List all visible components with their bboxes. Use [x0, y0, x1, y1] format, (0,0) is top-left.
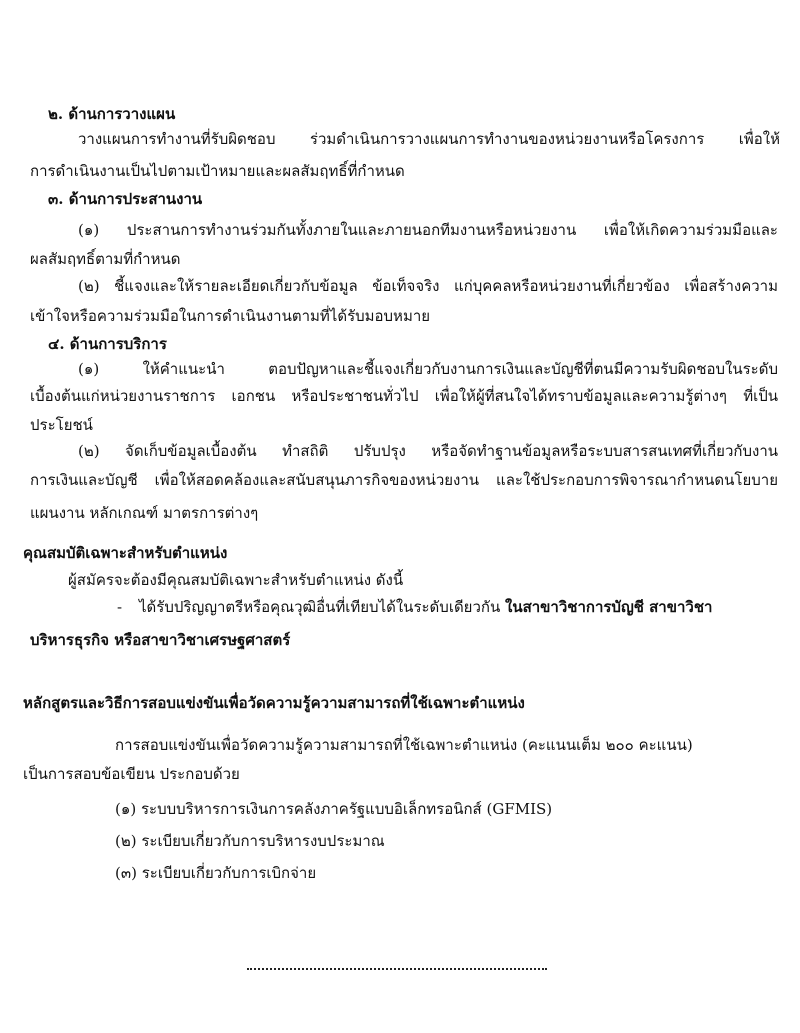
section-4-item-1-line-1: (๑) ให้คำแนะนำ ตอบปัญหาและชี้แจงเกี่ยวกับงานการเงินและบัญชีที่ตนมีความรับผิดชอบในระดับ: [78, 360, 778, 378]
section-4-item-1-line-2: เบื้องต้นแก่หน่วยงานราชการ เอกชน หรือประชาชนทั่วไป เพื่อให้ผู้ที่สนใจได้ทราบข้อมูลและความรู้ต่างๆ ที่เป็น: [30, 387, 778, 405]
qualification-heading: คุณสมบัติเฉพาะสำหรับตำแหน่ง: [23, 544, 228, 562]
section-4-item-2-line-2: การเงินและบัญชี เพื่อให้สอดคล้องและสนับสนุนภารกิจของหน่วยงาน และใช้ประกอบการพิจารณากำหนดนโยบาย: [30, 471, 778, 489]
section-3-item-2-line-2: เข้าใจหรือความร่วมมือในการดำเนินงานตามที่ได้รับมอบหมาย: [30, 307, 431, 325]
qualification-line-2: บริหารธุรกิจ หรือสาขาวิชาเศรษฐศาสตร์: [30, 631, 291, 649]
section-2-text-line-1: วางแผนการทำงานที่รับผิดชอบ ร่วมดำเนินการวางแผนการทำงานของหน่วยงานหรือโครงการ เพื่อให้: [78, 130, 780, 148]
qualification-intro: ผู้สมัครจะต้องมีคุณสมบัติเฉพาะสำหรับตำแหน่ง ดังนี้: [68, 571, 404, 589]
exam-description-line-2: เป็นการสอบข้อเขียน ประกอบด้วย: [23, 765, 240, 783]
qualification-line-1: [139, 597, 712, 619]
qualification-bullet: -: [117, 598, 123, 616]
section-4-item-1-line-3: ประโยชน์: [30, 416, 93, 434]
section-3-item-2-line-1: (๒) ชี้แจงและให้รายละเอียดเกี่ยวกับข้อมูล ข้อเท็จจริง แก่บุคคลหรือหน่วยงานที่เกี่ยวข้อง เพื่อสร้างความ: [78, 277, 778, 295]
exam-subject-2: (๒) ระเบียบเกี่ยวกับการบริหารงบประมาณ: [115, 832, 385, 850]
exam-description-line-1: การสอบแข่งขันเพื่อวัดความรู้ความสามารถที่ใช้เฉพาะตำแหน่ง (คะแนนเต็ม ๒๐๐ คะแนน): [115, 736, 693, 754]
exam-heading: หลักสูตรและวิธีการสอบแข่งขันเพื่อวัดความรู้ความสามารถที่ใช้เฉพาะตำแหน่ง: [23, 694, 525, 712]
qualification-field-text: ในสาขาวิชาการบัญชี สาขาวิชา: [505, 598, 713, 616]
section-4-heading: ๔. ด้านการบริการ: [48, 335, 167, 353]
section-3-item-1-line-1: (๑) ประสานการทำงานร่วมกันทั้งภายในและภายนอกทีมงานหรือหน่วยงาน เพื่อให้เกิดความร่วมมือและ: [78, 221, 778, 239]
section-4-item-2-line-1: (๒) จัดเก็บข้อมูลเบื้องต้น ทำสถิติ ปรับปรุง หรือจัดทำฐานข้อมูลหรือระบบสารสนเทศที่เกี่ยวกับงาน: [78, 442, 778, 460]
end-dotted-line: [247, 968, 547, 970]
exam-subject-1: (๑) ระบบบริหารการเงินการคลังภาครัฐแบบอิเล็กทรอนิกส์ (GFMIS): [115, 800, 553, 818]
section-4-item-2-line-3: แผนงาน หลักเกณฑ์ มาตรการต่างๆ: [30, 504, 259, 522]
section-2-text-line-2: การดำเนินงานเป็นไปตามเป้าหมายและผลสัมฤทธิ์ที่กำหนด: [30, 162, 405, 180]
section-2-heading: ๒. ด้านการวางแผน: [48, 105, 176, 123]
qualification-degree-text: ได้รับปริญญาตรีหรือคุณวุฒิอื่นที่เทียบได้ในระดับเดียวกัน: [139, 598, 501, 616]
section-3-item-1-line-2: ผลสัมฤทธิ์ตามที่กำหนด: [30, 250, 181, 268]
exam-subject-3: (๓) ระเบียบเกี่ยวกับการเบิกจ่าย: [115, 864, 317, 882]
section-3-heading: ๓. ด้านการประสานงาน: [48, 190, 203, 208]
